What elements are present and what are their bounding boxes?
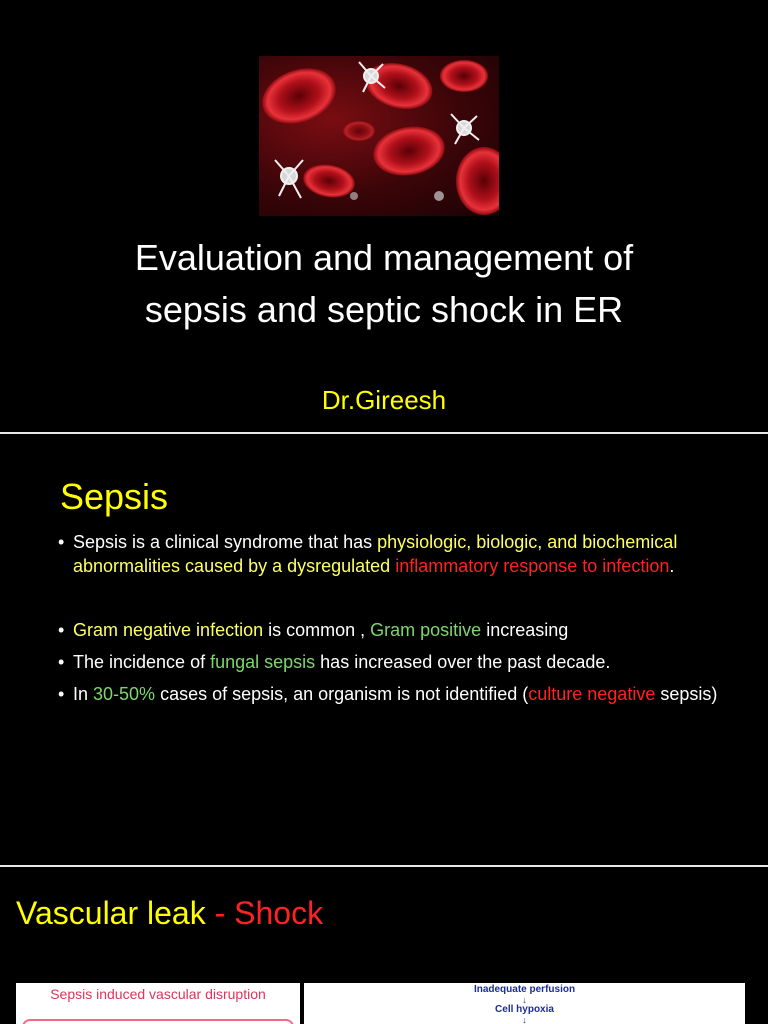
bullet-text: cases of sepsis, an organism is not identified ( bbox=[155, 684, 529, 704]
title-line-1: Evaluation and management of bbox=[134, 237, 634, 278]
blood-cells-image bbox=[259, 56, 499, 216]
author-name: Dr.Gireesh bbox=[321, 385, 447, 415]
heading-main: Vascular leak bbox=[16, 895, 206, 931]
slide-title-text bbox=[40, 232, 728, 336]
flow-step: Cell hypoxia bbox=[495, 1004, 554, 1015]
bullet-list bbox=[58, 530, 718, 706]
spacer bbox=[58, 578, 718, 618]
down-arrow-icon: ↓ bbox=[522, 1015, 527, 1024]
bullet-text: . bbox=[669, 556, 675, 576]
bullet-text: sepsis) bbox=[655, 684, 718, 704]
bullet-gram bbox=[58, 618, 718, 642]
slide-heading bbox=[16, 895, 323, 932]
bullet-text: The incidence of bbox=[73, 652, 211, 672]
heading-separator: - bbox=[205, 895, 235, 931]
flow-step: Inadequate perfusion bbox=[473, 984, 576, 995]
highlight-red: inflammatory response to infection bbox=[390, 556, 670, 576]
title-line-2: sepsis and septic shock in ER bbox=[144, 289, 624, 330]
bullet-definition bbox=[58, 530, 718, 578]
bullet-text: is common , bbox=[263, 620, 371, 640]
perfusion-flowchart bbox=[304, 983, 745, 1024]
highlight-yellow: physiologic, biologic, and biochemical abnormalities caused by a dysregulated bbox=[73, 532, 678, 576]
bullet-fungal bbox=[58, 650, 718, 674]
bullet-text: Sepsis is a clinical syndrome that has bbox=[73, 532, 378, 552]
highlight-yellow: Gram negative infection bbox=[73, 620, 264, 640]
bullet-text: In bbox=[73, 684, 94, 704]
highlight-green: Gram positive bbox=[370, 620, 482, 640]
slide-sepsis bbox=[0, 434, 768, 865]
heading-accent: Shock bbox=[234, 895, 324, 931]
down-arrow-icon: ↓ bbox=[522, 995, 527, 1005]
figure-caption: Sepsis induced vascular disruption bbox=[50, 986, 266, 1002]
slide-title bbox=[0, 0, 768, 432]
bullet-text: has increased over the past decade. bbox=[315, 652, 611, 672]
bullet-text: increasing bbox=[481, 620, 569, 640]
figure-box bbox=[22, 1019, 294, 1024]
slide-vascular-leak bbox=[0, 867, 768, 1024]
highlight-red: culture negative bbox=[528, 684, 656, 704]
bullet-culture bbox=[58, 682, 718, 706]
blood-cells-illustration bbox=[259, 56, 499, 216]
slide-heading: Sepsis bbox=[60, 476, 169, 517]
highlight-green: 30-50% bbox=[93, 684, 156, 704]
vascular-disruption-figure bbox=[16, 983, 300, 1024]
highlight-green: fungal sepsis bbox=[210, 652, 316, 672]
